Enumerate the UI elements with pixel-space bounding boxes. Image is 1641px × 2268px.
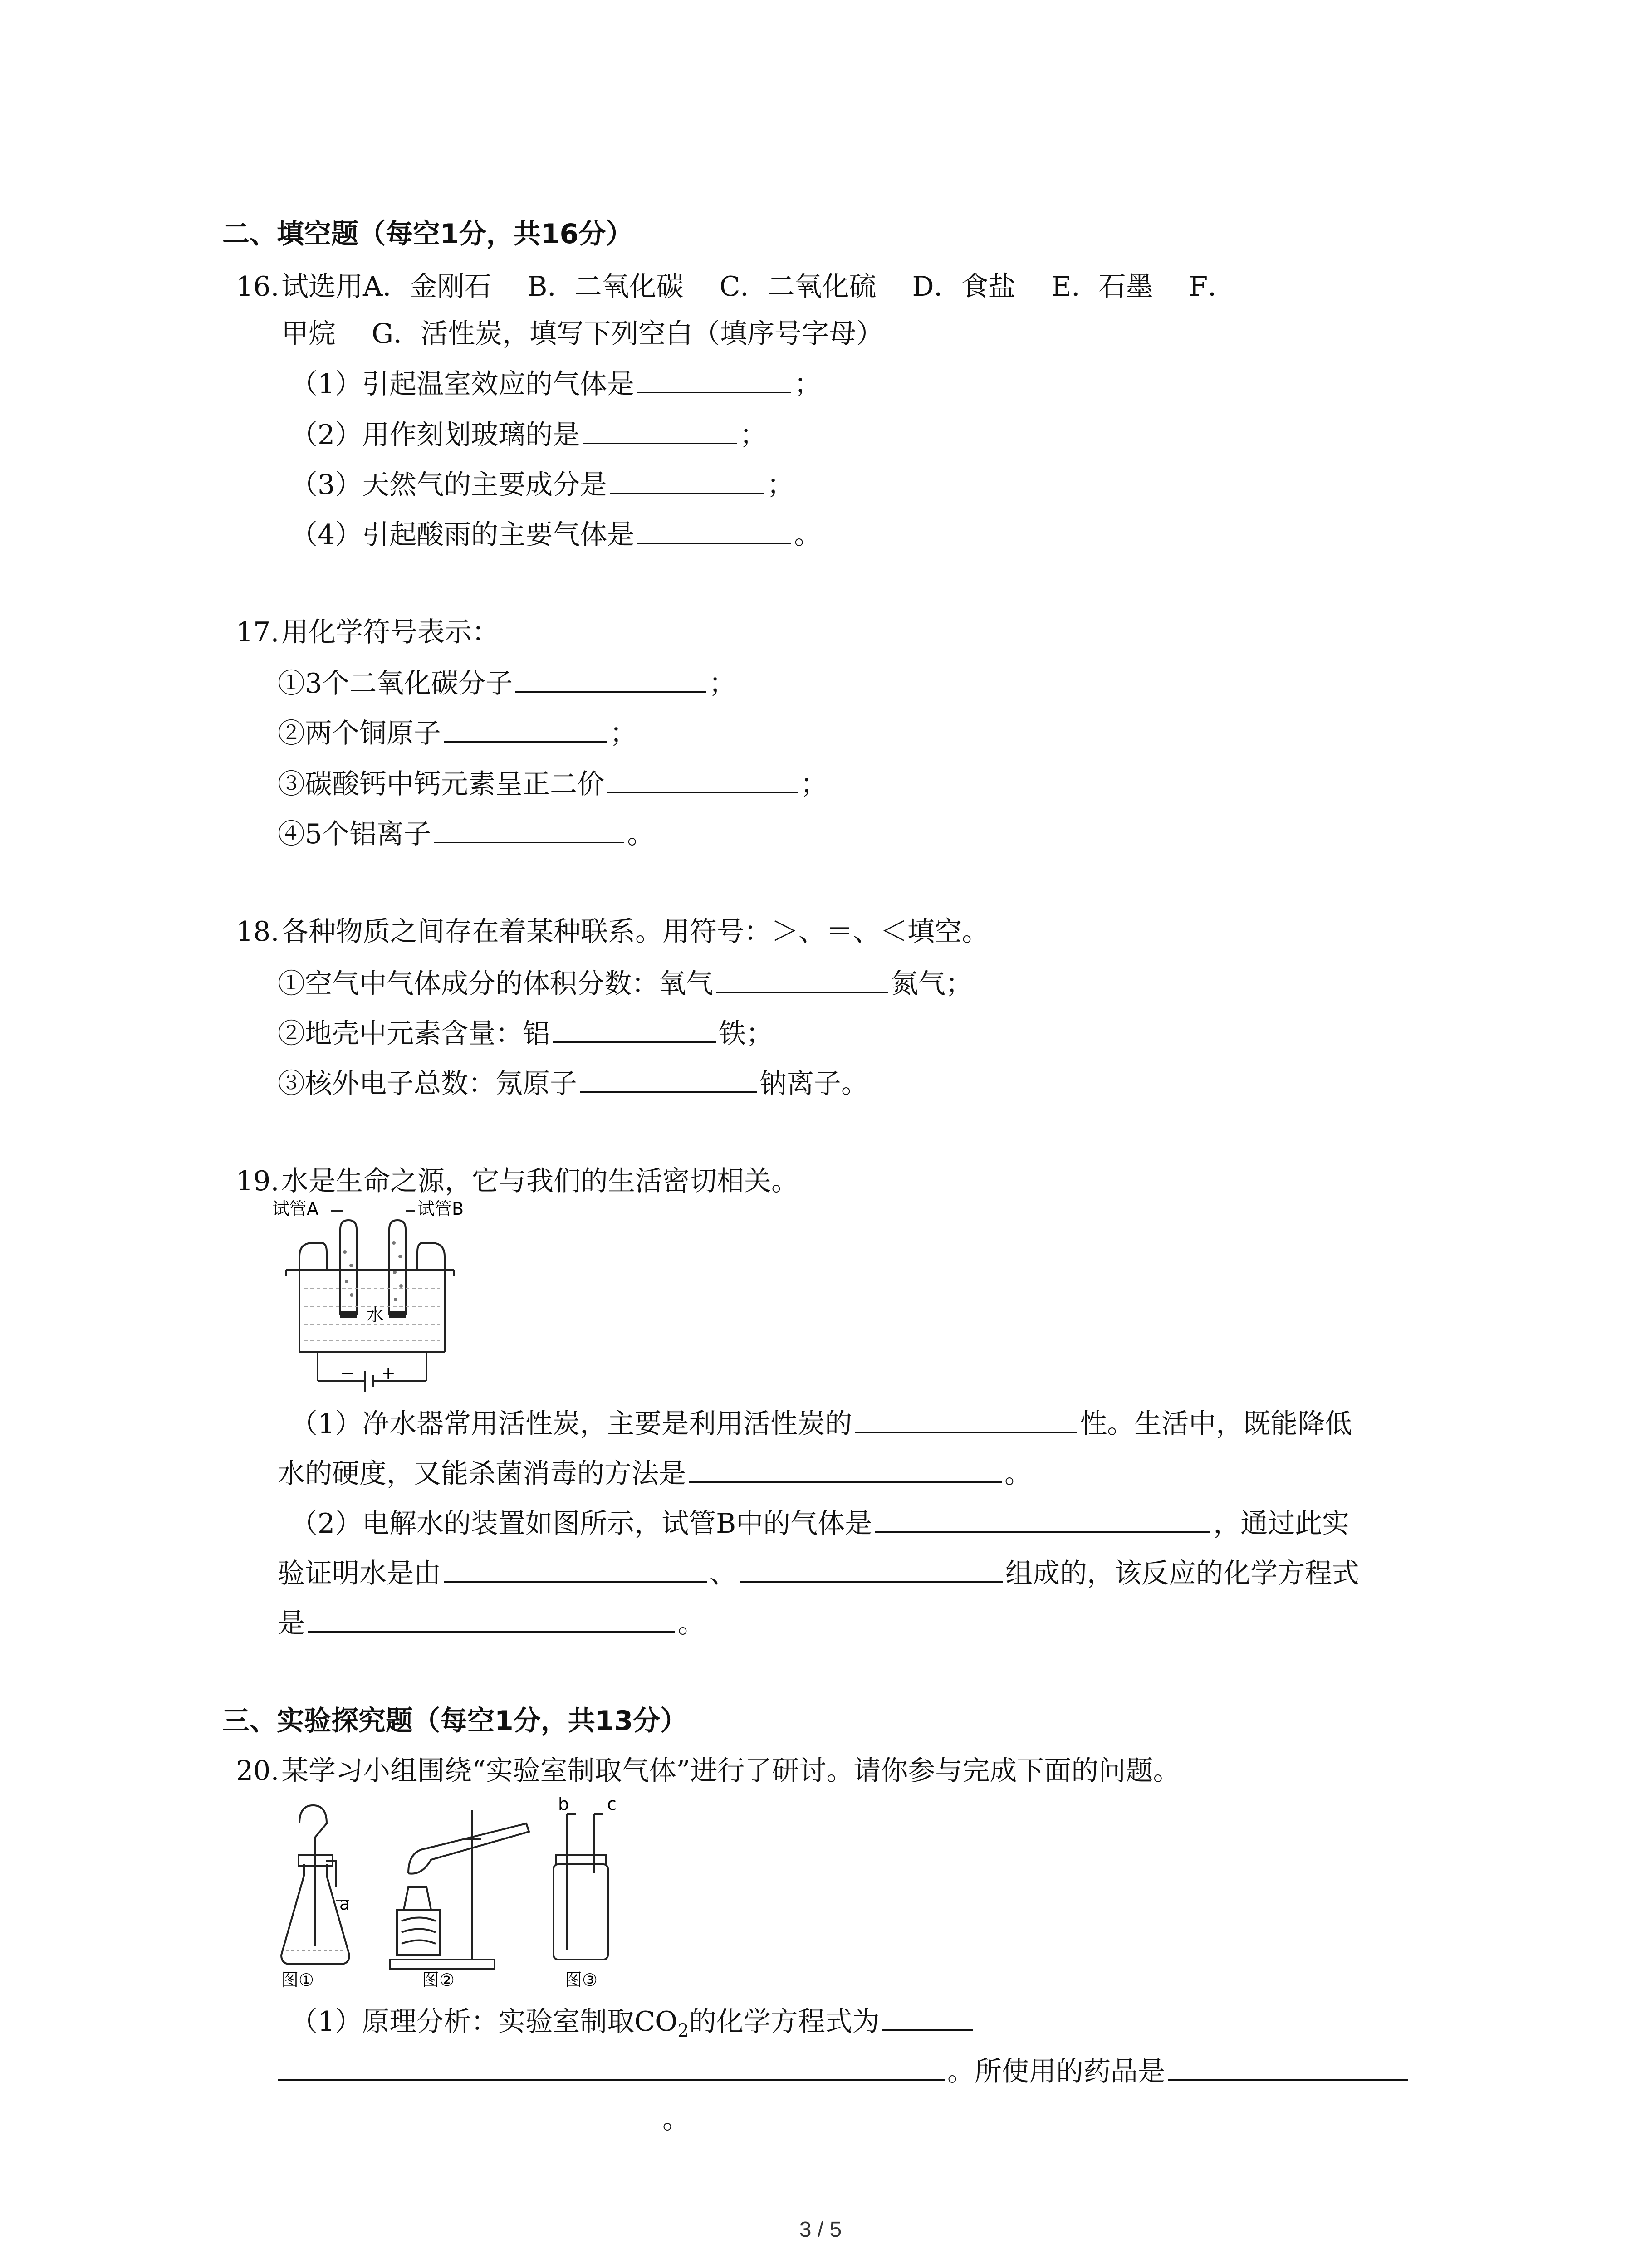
minus-label: −	[340, 1363, 355, 1383]
part-text: 水的硬度，又能杀菌消毒的方法是	[278, 1458, 686, 1490]
answer-blank[interactable]	[740, 1552, 1003, 1583]
q19-part-2-cont	[278, 1552, 1359, 1593]
answer-blank[interactable]	[553, 1012, 716, 1043]
question-text: 各种物质之间存在着某种联系。用符号：＞、＝、＜填空。	[281, 916, 989, 948]
question-18-stem	[236, 913, 989, 951]
label-c: c	[607, 1794, 617, 1814]
q17-item-1	[278, 662, 736, 703]
question-20-stem	[236, 1752, 1180, 1790]
item-end: ；	[709, 668, 736, 699]
part-text: 、	[710, 1558, 737, 1589]
answer-blank[interactable]	[580, 1062, 757, 1093]
apparatus-figure	[272, 1796, 662, 1991]
label-a: a	[339, 1894, 350, 1914]
item-end: 。	[794, 519, 822, 551]
q16-item-3	[290, 464, 794, 504]
section-title: 二、填空题（每空1分，共16分）	[222, 218, 633, 250]
item-text: ①空气中气体成分的体积分数：氧气	[278, 968, 713, 1000]
q19-part-1	[290, 1403, 1352, 1443]
answer-blank[interactable]	[716, 963, 888, 993]
answer-blank[interactable]	[855, 1403, 1077, 1433]
item-text: （1）引起温室效应的气体是	[290, 368, 635, 400]
q18-item-1	[278, 963, 973, 1003]
fig1-label: 图①	[281, 1970, 314, 1990]
part-text: 组成的，该反应的化学方程式	[1005, 1558, 1359, 1589]
item-text: ②两个铜原子	[278, 718, 441, 749]
q20-part-1-cont	[278, 2050, 1411, 2091]
question-text: 试选用A．金刚石 B．二氧化碳 C．二氧化硫 D．食盐 E．石墨 F．	[281, 271, 1235, 303]
part-text: 。所使用的药品是	[947, 2056, 1165, 2087]
answer-blank[interactable]	[637, 363, 791, 393]
part-text: 。	[1004, 1458, 1032, 1490]
question-number: 17.	[236, 616, 279, 648]
question-number: 18.	[236, 916, 279, 948]
item-end: 铁；	[719, 1018, 773, 1050]
label-b: b	[558, 1794, 569, 1814]
question-19-stem	[236, 1162, 798, 1200]
question-text: 水是生命之源，它与我们的生活密切相关。	[281, 1165, 798, 1197]
question-text: 用化学符号表示：	[281, 616, 499, 648]
plus-label: +	[381, 1363, 396, 1383]
part-text: （2）电解水的装置如图所示，试管B中的气体是	[290, 1508, 872, 1540]
question-number: 20.	[236, 1755, 279, 1787]
q16-item-1	[290, 363, 821, 403]
q18-item-3	[278, 1062, 868, 1103]
q20-part-1	[290, 2000, 976, 2050]
q16-item-2	[290, 414, 767, 454]
item-text: ②地壳中元素含量：铝	[278, 1018, 550, 1050]
item-text: ①3个二氧化碳分子	[278, 668, 513, 699]
section-title: 三、实验探究题（每空1分，共13分）	[222, 1705, 688, 1737]
answer-blank[interactable]	[637, 513, 791, 544]
item-end: ；	[740, 419, 767, 451]
item-end: ；	[610, 718, 637, 749]
q16-item-4	[290, 513, 821, 554]
answer-blank[interactable]	[515, 662, 706, 693]
answer-blank[interactable]	[882, 2000, 973, 2031]
q17-item-3	[278, 763, 828, 803]
part-text: （1）净水器常用活性炭，主要是利用活性炭的	[290, 1408, 852, 1440]
answer-blank[interactable]	[689, 1452, 1002, 1483]
item-text: ③碳酸钙中钙元素呈正二价	[278, 768, 604, 800]
answer-blank[interactable]	[607, 763, 798, 793]
answer-blank[interactable]	[308, 1602, 675, 1633]
answer-blank[interactable]	[610, 464, 764, 494]
item-text: （2）用作刻划玻璃的是	[290, 419, 580, 451]
answer-blank[interactable]	[875, 1502, 1210, 1533]
answer-blank[interactable]	[583, 414, 737, 444]
answer-blank[interactable]	[278, 2050, 945, 2081]
water-label: 水	[367, 1305, 384, 1325]
part-text: 验证明水是由	[278, 1558, 441, 1589]
item-end: 。	[627, 818, 655, 850]
item-end: 氮气；	[891, 968, 973, 1000]
part-text: 。	[678, 1608, 705, 1639]
question-number: 19.	[236, 1165, 279, 1197]
item-text: ③核外电子总数：氖原子	[278, 1068, 577, 1100]
tube-b-label: 试管B	[417, 1199, 464, 1219]
item-text: （3）天然气的主要成分是	[290, 469, 607, 501]
question-16-stem	[236, 268, 1235, 306]
question-text: 某学习小组围绕“实验室制取气体”进行了研讨。请你参与完成下面的问题。	[281, 1755, 1181, 1787]
q19-part-2	[290, 1502, 1349, 1543]
q18-item-2	[278, 1012, 773, 1053]
item-end: ；	[800, 768, 828, 800]
fig3-label: 图③	[565, 1970, 598, 1990]
answer-blank[interactable]	[434, 813, 624, 843]
question-number: 16.	[236, 271, 279, 303]
subscript: 2	[677, 2020, 689, 2041]
question-16-stem-cont: 甲烷 G．活性炭，填写下列空白（填序号字母）	[281, 318, 884, 350]
answer-blank[interactable]	[1168, 2050, 1408, 2081]
item-end: ；	[794, 368, 822, 400]
electrolysis-figure	[272, 1199, 481, 1393]
answer-blank[interactable]	[444, 1552, 707, 1583]
part-text: 的化学方程式为	[689, 2006, 880, 2038]
part-text: ，通过此实	[1213, 1508, 1350, 1540]
tube-a-label: 试管A	[272, 1199, 318, 1219]
item-end: 钠离子。	[759, 1068, 868, 1100]
q19-part-1-cont	[278, 1452, 1032, 1493]
item-end: ；	[767, 469, 794, 501]
q17-item-2	[278, 712, 637, 753]
q19-part-2-cont2	[278, 1602, 705, 1642]
answer-blank[interactable]	[444, 712, 607, 743]
item-text: ④5个铝离子	[278, 818, 431, 850]
part-text: 是	[278, 1608, 305, 1639]
q17-item-4	[278, 813, 654, 853]
page-number: 3 / 5	[799, 2218, 842, 2242]
item-text: （4）引起酸雨的主要气体是	[290, 519, 635, 551]
part-text: （1）原理分析：实验室制取CO	[290, 2006, 678, 2038]
q20-part-1-end: 。	[662, 2103, 690, 2135]
question-17-stem	[236, 613, 499, 651]
fig2-label: 图②	[422, 1970, 455, 1990]
part-text: 性。生活中，既能降低	[1080, 1408, 1352, 1440]
